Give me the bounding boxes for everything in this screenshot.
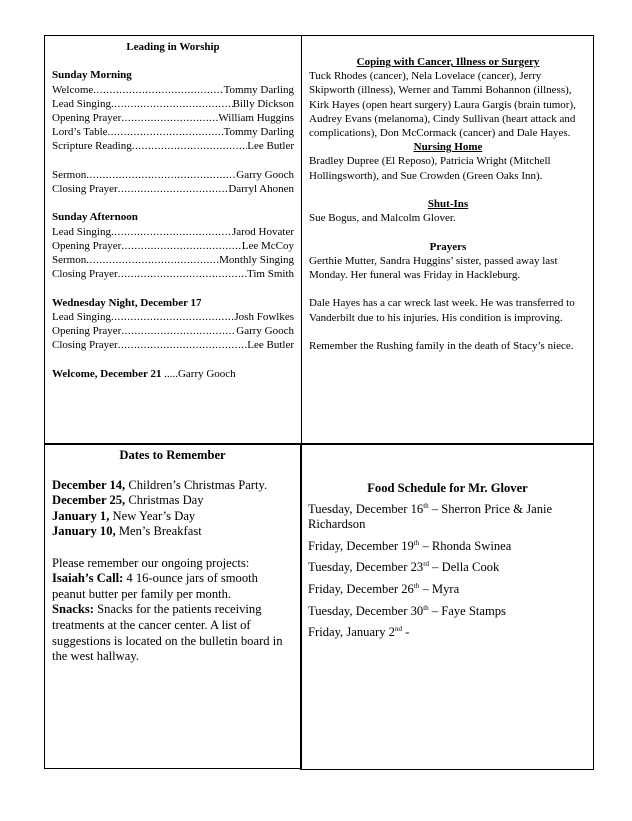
worship-row: Lead Singing ..... Billy Dickson [52,97,294,111]
food-item: Friday, December 19th – Rhonda Swinea [308,538,512,553]
worship-title: Leading in Worship [126,41,220,53]
sunday-morning-heading: Sunday Morning [52,69,132,82]
date-event: December 14, Children’s Christmas Party. [52,477,268,492]
worship-row: Sermon ..... Monthly Singing [52,253,294,267]
shut-ins-text: Sue Bogus, and Malcolm Glover. [309,212,456,225]
shut-ins-title: Shut-Ins [427,198,469,211]
food-item: Tuesday, December 23rd – Della Cook [308,560,500,575]
worship-row: Opening Prayer ..... Garry Gooch [52,324,294,338]
food-title: Food Schedule for Mr. Glover [367,481,528,495]
projects-intro: Please remember our ongoing projects: [52,555,250,570]
coping-title: Coping with Cancer, Illness or Surgery [356,56,540,68]
prayers-item: Gerthie Mutter, Sandra Huggins’ sister, passed away last Monday. Her funeral was Friday in Hackleburg. [309,254,558,282]
date-event: January 10, Men’s Breakfast [52,524,202,539]
worship-row: Closing Prayer ..... Tim Smith [52,267,294,281]
prayers-item: Remember the Rushing family in the death of Stacy’s niece. [309,340,574,352]
leading-in-worship-box [44,35,302,445]
worship-row: Opening Prayer ..... Lee McCoy [52,239,294,253]
prayers-title: Prayers [429,240,467,253]
worship-row: Lord’s Table ..... Tommy Darling [52,125,294,139]
wednesday-heading: Wednesday Night, December 17 [52,296,202,309]
nursing-home-title: Nursing Home [413,141,483,154]
project-isaiahs-call: Isaiah’s Call: 4 16-ounce jars of smooth peanut butter per family per month. [52,571,258,601]
worship-row: Closing Prayer ..... Lee Butler [52,338,294,352]
dates-title: Dates to Remember [119,448,226,462]
food-item: Tuesday, December 16th – Sherron Price & Janie Richardson [308,501,553,532]
prayers-item: Dale Hayes has a car wreck last week. He was transferred to Vanderbilt due to his injuries. His condition is improving. [309,297,575,324]
coping-text: Tuck Rhodes (cancer), Nela Lovelace (cancer), Jerry Skipworth (illness), Werner and Tammi Bohannon (illness), Kirk Hayes (open heart surgery) Laura Gargis (brain tumor), Audrey Evans (melanoma), Cindy Sullivan (heart attack and complications), Don McCormack (cancer) and Dale Hayes. [309,70,576,140]
worship-row: Opening Prayer ..... William Huggins [52,111,294,125]
worship-row: Welcome ..... Tommy Darling [52,83,294,97]
welcome-december-21: Welcome, December 21 .....Garry Gooch [52,367,236,380]
nursing-home-text: Bradley Dupree (El Reposo), Patricia Wright (Mitchell Hollingsworth), and Sue Crowden (Green Oaks Inn). [309,155,551,182]
worship-row: Sermon ..... Garry Gooch [52,168,294,182]
sunday-afternoon-heading: Sunday Afternoon [52,211,138,224]
date-event: January 1, New Year’s Day [52,508,196,523]
food-item: Friday, January 2nd - [308,624,410,640]
worship-row: Scripture Reading ..... Lee Butler [52,139,294,153]
worship-row: Lead Singing ..... Jarod Hovater [52,225,294,239]
project-snacks: Snacks: Snacks for the patients receiving treatments at the cancer center. A list of suggestions is located on the bulletin board in the west hallway. [52,602,283,664]
worship-row: Lead Singing ..... Josh Fowlkes [52,310,294,324]
dates-to-remember-box [44,443,302,769]
food-item: Tuesday, December 30th – Faye Stamps [308,603,506,618]
worship-row: Closing Prayer ..... Darryl Ahonen [52,182,294,196]
date-event: December 25, Christmas Day [52,493,204,508]
prayer-concerns-box [301,35,594,445]
food-item: Friday, December 26th – Myra [308,581,460,596]
food-schedule-box [300,443,594,770]
